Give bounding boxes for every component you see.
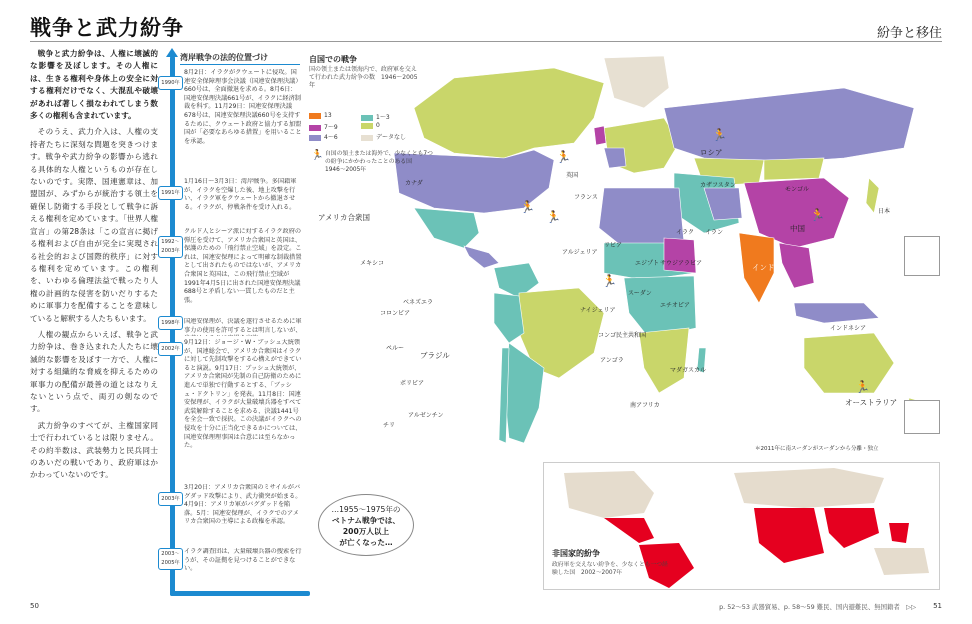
legend-label: 13 [324,112,332,119]
timeline-entry: 1月16日〜3月3日：湾岸戦争。多国籍軍が、イラクを空爆した後、地上攻撃を行い、イラク軍をクウェートから撤退させる。イラクが、停戦条件を受け入れる。 [184,178,297,211]
map-france [604,148,626,168]
map-mexico [414,208,479,248]
legend-item [309,112,332,119]
legend-label: 0 [376,122,380,129]
map-label-russia: ロシア [700,148,723,157]
map-peru [494,293,524,343]
map-label-india: インド [752,263,775,272]
map-label-algeria: アルジェリア [562,249,598,256]
timeline-entry: 9月12日：ジョージ・W・ブッシュ大統領が、国連総会で、アメリカ合衆国はイラクに対して先制攻撃をする心構えができていると演説。9月17日：ブッシュ大統領が、アメリカ合衆国が先制の自己防衛のために進んで単独で行動するとする、「ブッシュ・ドクトリン」を発表。11月8日：国連安保理が、イラクが大量破壊兵器をすべて武装解除することを求める、決議1441号を全会一致で採択。この決議がイラクへの侵攻を十分に正当化できるかについては、国連安保理理事国は合意には至らなかった。 [184,339,302,450]
map-label-brazil: ブラジル [420,351,450,360]
timeline-entry: 8月2日：イラクがクウェートに侵攻。国連安全保障理事会決議（国連安保理決議）660号は、全面撤退を求める。8月6日：国連安保理決議661号が、イラクに経済制裁を科す。11月29日：国連安保理決議678号は、国連安保理決議660号を支持するために、クウェート政府と協力する加盟国が「必要なあらゆる措置」を用いることを承認。 [184,69,302,145]
quote-line: が亡くなった… [339,538,393,547]
map-label-australia: オーストラリア [845,398,898,407]
legend-label: 4〜6 [324,134,338,141]
map-label-iran: イラン [705,229,724,236]
map-canada [414,68,604,158]
timeline-year: 1992〜2003年 [158,236,183,258]
inset-nz [904,400,940,434]
quote-line: ベトナム戦争では、 [332,516,400,525]
timeline-entry: イラク調査団は、大量破壊兵器の捜索を行うが、その証拠を見つけることができない。 [184,548,302,573]
intro-text [30,48,158,486]
timeline-year: 1990年 [158,76,183,90]
legend-item [361,132,406,141]
map-label-argentina: アルゼンチン [408,412,444,419]
map-label-venezuela: ベネズエラ [403,299,434,306]
soldier-icon: 🏃 [520,200,535,214]
legend-label: 7〜9 [324,124,338,131]
map-label-congo: コンゴ民主共和国 [598,332,647,339]
soldier-icon: 🏃 [810,208,825,222]
map-label-egypt: エジプト [635,260,660,267]
soldier-note: 自国の領土または海外で、少なくとも7つの紛争にかかわったことのある国 1946〜2005年 [325,151,433,173]
map-label-china: 中国 [790,224,805,233]
map-subtitle: 国の領土または領海内で、政府軍を交えて行われた武力紛争の数 1946〜2005年 [309,66,418,89]
map-label-uk: 英国 [566,172,579,179]
map-label-nigeria: ナイジェリア [580,307,616,314]
map-mongolia [764,158,824,180]
intro-paragraph: そのうえ、武力介入は、人権の支持者たちに深刻な問題を突きつけます。戦争や武力紛争の影響から逃れる具体的な人権というものが存在しないのです。実際、国連憲章は、加盟国が、みずからが統治する領土を確保し防衛する手段として戦争に訴える権利を定めています。「世界人権宣言」の第28条は「この宣言に掲げる権利および自由が完全に実現される社会的および国際的秩序」に対する権利を定めています。この権利を、いわゆる倫理法益で戦ったり人権の計画的な侵害を防いだりするために軍事力を配備することを意味していると解釈する人たちもいます。 [30,127,158,323]
map-label-iraq: イラク [676,229,695,236]
inset-japan [904,236,940,276]
intro-paragraph: 戦争と武力紛争は、人権に壊滅的な影響を及ぼします。その人権には、生きる権利や身体上の安全に対する権利だけでなく、大混乱や破壊があれば著しく損なわれてしまう数多くの権利も含まれています。 [30,49,158,121]
header-rule [30,41,942,42]
map-label-sudan: スーダン [628,290,652,297]
timeline-heading: 湾岸戦争の法的位置づけ [180,53,268,62]
legend-item [309,122,338,131]
page-title: 戦争と武力紛争 [30,16,184,40]
map-label-indonesia: インドネシア [830,325,866,332]
timeline-heading-rule [180,64,300,65]
map-uk [594,126,606,145]
map-chile [499,348,509,443]
quote-line: …1955〜1975年の [331,505,401,514]
soldier-icon: 🏃 [855,380,870,394]
map-label-mexico: メキシコ [360,260,384,267]
map-southeast-asia [779,243,814,288]
legend-item [309,132,338,141]
legend-label: データなし [376,134,407,141]
map-label-peru: ペルー [386,345,405,352]
soldier-icon: 🏃 [556,150,571,164]
map-label-libya: リビア [604,242,623,249]
map-footnote: ＊2011年に南スーダンがスーダンから分離・独立 [755,446,879,452]
map-label-canada: カナダ [405,180,423,187]
soldier-icon: 🏃 [546,210,561,224]
map-label-angola: アンゴラ [600,357,624,364]
timeline-entry: 国連安保理が、決議を遂行させるために軍事力の使用を許可するとは明言しないが、 [184,318,302,334]
map-title: 自国での戦争 [309,55,357,64]
section-label: 紛争と移住 [876,26,942,41]
mini-map-subtitle: 政府軍を交えない紛争を、少なくとも一つ経験した国 2002〜2007年 [552,562,668,576]
timeline-entry: クルド人とシーア派に対するイラク政府の弾圧を受けて、アメリカ合衆国と英国は、保護のための「飛行禁止空域」を設定。これは、国連安保理によって明確な制裁措置として出されたものではないが、アメリカ合衆国と英国は、この飛行禁止空域が1991年4月5日に出された国連安保理決議688号と矛盾しない一貫したものだと主張。 [184,228,302,304]
mini-map-title: 非国家的紛争 [552,549,600,558]
map-sudan [664,238,696,273]
intro-paragraph: 武力紛争のすべてが、主権国家同士で行われているとは限りません。その約半数は、武装勢力と民兵同士のあいだの戦いであり、政府軍はかかわっていないのです。 [30,420,158,480]
cross-reference: p. 52〜53 武器貿易、p. 58〜59 難民、国内避難民、無国籍者 ▷▷ [719,603,916,611]
map-label-kazakhstan: カザフスタン [700,182,736,189]
soldier-icon: 🏃 [712,128,727,142]
soldier-icon: 🏃 [602,274,617,288]
intro-paragraph: 人権の観点からいえば、戦争と武力紛争は、巻き込まれた人たちに壊滅的な影響を及ぼす一方で、人権に対する組織的な脅威を抑えるための軍事力の配備が最善の道とはなりえないという点で、両刃の剣なのです。 [30,329,158,414]
map-label-bolivia: ボリビア [400,380,425,387]
map-greenland [604,56,669,108]
timeline-year: 2003〜2005年 [158,548,183,570]
page-number-right: 51 [933,602,942,610]
map-label-mongolia: モンゴル [785,186,810,193]
map-label-sa: 南アフリカ [630,402,660,409]
timeline-year: 1991年 [158,186,183,200]
map-label-france: フランス [574,194,598,201]
legend-item [361,112,390,121]
map-label-japan: 日本 [878,208,891,215]
map-label-colombia: コロンビア [380,310,411,317]
map-label-ethiopia: エチオピア [660,302,690,309]
page-number-left: 50 [30,602,39,610]
legend-item [361,122,380,129]
timeline-year: 1998年 [158,316,183,330]
map-indonesia [794,303,879,323]
timeline-entry: 3月20日：アメリカ合衆国のミサイルがバグダッド攻撃により、武力衝突が始まる。4月9日：アメリカ軍がバグダッドを陥落。5月：国連安保理が、イラクでのアメリカ合衆国の主導による政権を承認。 [184,484,302,526]
map-central-america [464,246,499,268]
map-label-chile: チリ [383,422,396,429]
legend-label: 1〜3 [376,114,390,121]
map-australia [804,333,894,393]
map-label-saudi: サウジアラビア [660,260,703,267]
map-label-usa: アメリカ合衆国 [318,213,370,222]
quote-line: 200万人以上 [342,527,390,536]
map-label-madagascar: マダガスカル [670,367,707,374]
map-southern-africa [639,328,689,393]
soldier-icon: 🏃 [311,150,324,161]
timeline-year: 2002年 [158,342,183,356]
quote-bubble [318,494,414,556]
timeline-bottom [170,591,310,596]
timeline-year: 2003年 [158,492,183,506]
